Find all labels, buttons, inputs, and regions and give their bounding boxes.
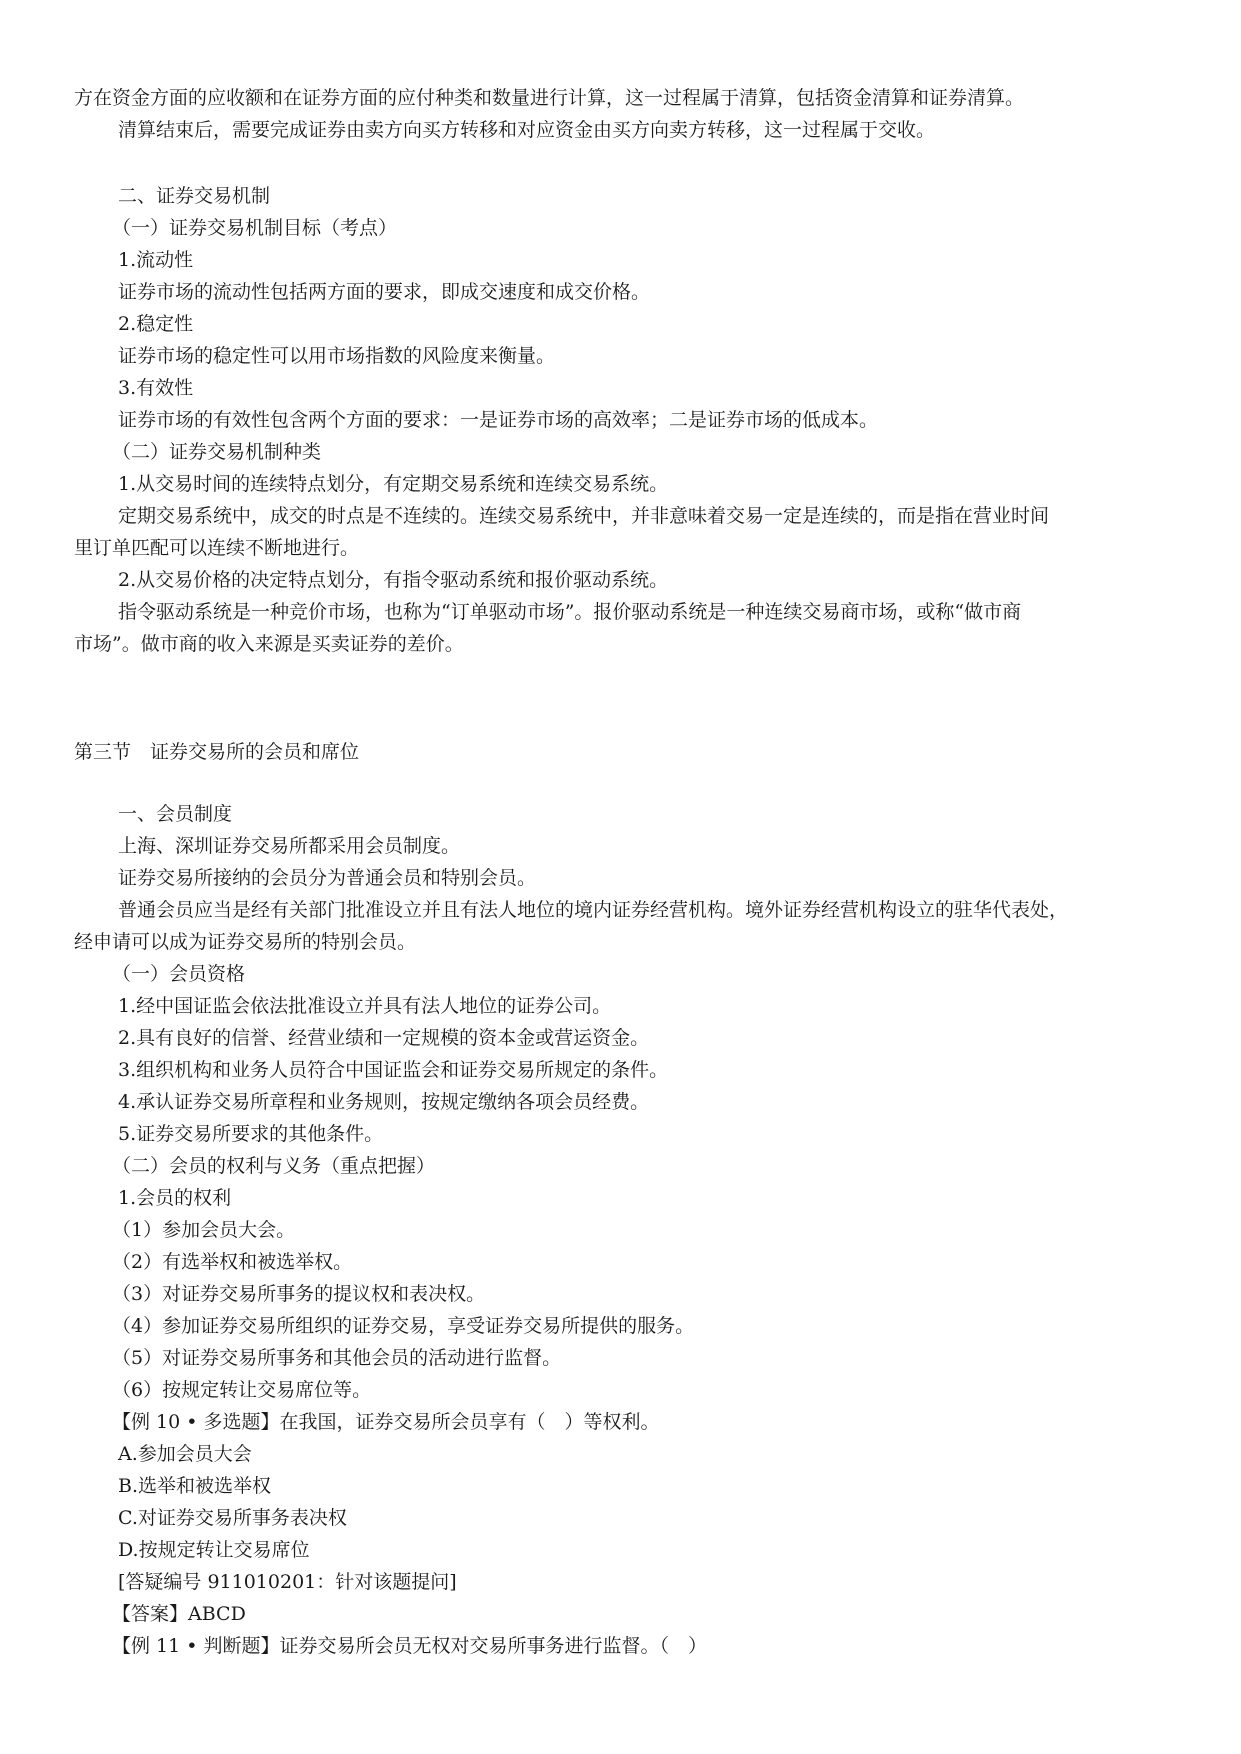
answer-option: D.按规定转让交易席位 (118, 1539, 310, 1561)
item-title: 1.流动性 (118, 249, 194, 271)
spacer (74, 660, 1164, 736)
list-item: 4.承认证券交易所章程和业务规则，按规定缴纳各项会员经费。 (118, 1091, 650, 1113)
question-id: [答疑编号 911010201：针对该题提问] (118, 1571, 457, 1593)
list-item: 5.证券交易所要求的其他条件。 (118, 1123, 384, 1145)
answer-option: A.参加会员大会 (118, 1443, 252, 1465)
paragraph-line: 上海、深圳证券交易所都采用会员制度。 (118, 835, 461, 857)
item-title: 2.稳定性 (118, 313, 194, 335)
heading-membership-system: 一、会员制度 (118, 803, 233, 825)
subheading-member-qualification: （一）会员资格 (112, 963, 246, 985)
item-text: 1.从交易时间的连续特点划分，有定期交易系统和连续交易系统。 (118, 473, 669, 495)
paragraph-line: 定期交易系统中，成交的时点是不连续的。连续交易系统中，并非意味着交易一定是连续的，而是指在营业时间 (118, 505, 1050, 527)
item-text: 证券市场的有效性包含两个方面的要求：一是证券市场的高效率；二是证券市场的低成本。 (118, 409, 879, 431)
list-item: （3）对证券交易所事务的提议权和表决权。 (112, 1283, 486, 1305)
paragraph-line: 普通会员应当是经有关部门批准设立并且有法人地位的境内证券经营机构。境外证券经营机构设立的驻华代表处， (118, 899, 1069, 921)
paragraph-line: 里订单匹配可以连续不断地进行。 (74, 537, 360, 559)
list-item: 2.具有良好的信誉、经营业绩和一定规模的资本金或营运资金。 (118, 1027, 650, 1049)
list-item: 1.经中国证监会依法批准设立并具有法人地位的证券公司。 (118, 995, 612, 1017)
paragraph-line: 经申请可以成为证券交易所的特别会员。 (74, 931, 417, 953)
item-text: 证券市场的流动性包括两方面的要求，即成交速度和成交价格。 (118, 281, 651, 303)
section-title: 第三节 证券交易所的会员和席位 (74, 741, 360, 763)
paragraph-line: 方在资金方面的应收额和在证券方面的应付种类和数量进行计算，这一过程属于清算，包括资金清算和证券清算。 (74, 87, 1025, 109)
subheading-mechanism-types: （二）证券交易机制种类 (112, 441, 322, 463)
list-item: （1）参加会员大会。 (112, 1219, 296, 1241)
paragraph-line: 证券交易所接纳的会员分为普通会员和特别会员。 (118, 867, 537, 889)
item-text: 证券市场的稳定性可以用市场指数的风险度来衡量。 (118, 345, 556, 367)
spacer (74, 768, 1164, 798)
subheading-member-rights: （二）会员的权利与义务（重点把握） (112, 1155, 436, 1177)
answer-key: 【答案】ABCD (112, 1603, 246, 1625)
example-question: 【例 10 • 多选题】在我国，证券交易所会员享有（ ）等权利。 (112, 1411, 660, 1433)
paragraph-line: 市场”。做市商的收入来源是买卖证券的差价。 (74, 633, 464, 655)
example-question: 【例 11 • 判断题】证券交易所会员无权对交易所事务进行监督。（ ） (112, 1635, 708, 1657)
answer-option: B.选举和被选举权 (118, 1475, 272, 1497)
spacer (74, 146, 1164, 180)
item-title: 3.有效性 (118, 377, 194, 399)
list-item: （6）按规定转让交易席位等。 (112, 1379, 372, 1401)
item-title: 1.会员的权利 (118, 1187, 232, 1209)
list-item: （4）参加证券交易所组织的证券交易，享受证券交易所提供的服务。 (112, 1315, 695, 1337)
heading-securities-trading-mechanism: 二、证券交易机制 (118, 185, 271, 207)
paragraph-line: 清算结束后，需要完成证券由卖方向买方转移和对应资金由买方向卖方转移，这一过程属于交收。 (118, 119, 936, 141)
subheading-mechanism-goals: （一）证券交易机制目标（考点） (112, 217, 398, 239)
list-item: （5）对证券交易所事务和其他会员的活动进行监督。 (112, 1347, 562, 1369)
paragraph-line: 指令驱动系统是一种竞价市场，也称为“订单驱动市场”。报价驱动系统是一种连续交易商市场，或称“做市商 (118, 601, 1022, 623)
list-item: （2）有选举权和被选举权。 (112, 1251, 353, 1273)
list-item: 3.组织机构和业务人员符合中国证监会和证券交易所规定的条件。 (118, 1059, 669, 1081)
answer-option: C.对证券交易所事务表决权 (118, 1507, 347, 1529)
page-content (74, 82, 1164, 1662)
item-text: 2.从交易价格的决定特点划分，有指令驱动系统和报价驱动系统。 (118, 569, 669, 591)
